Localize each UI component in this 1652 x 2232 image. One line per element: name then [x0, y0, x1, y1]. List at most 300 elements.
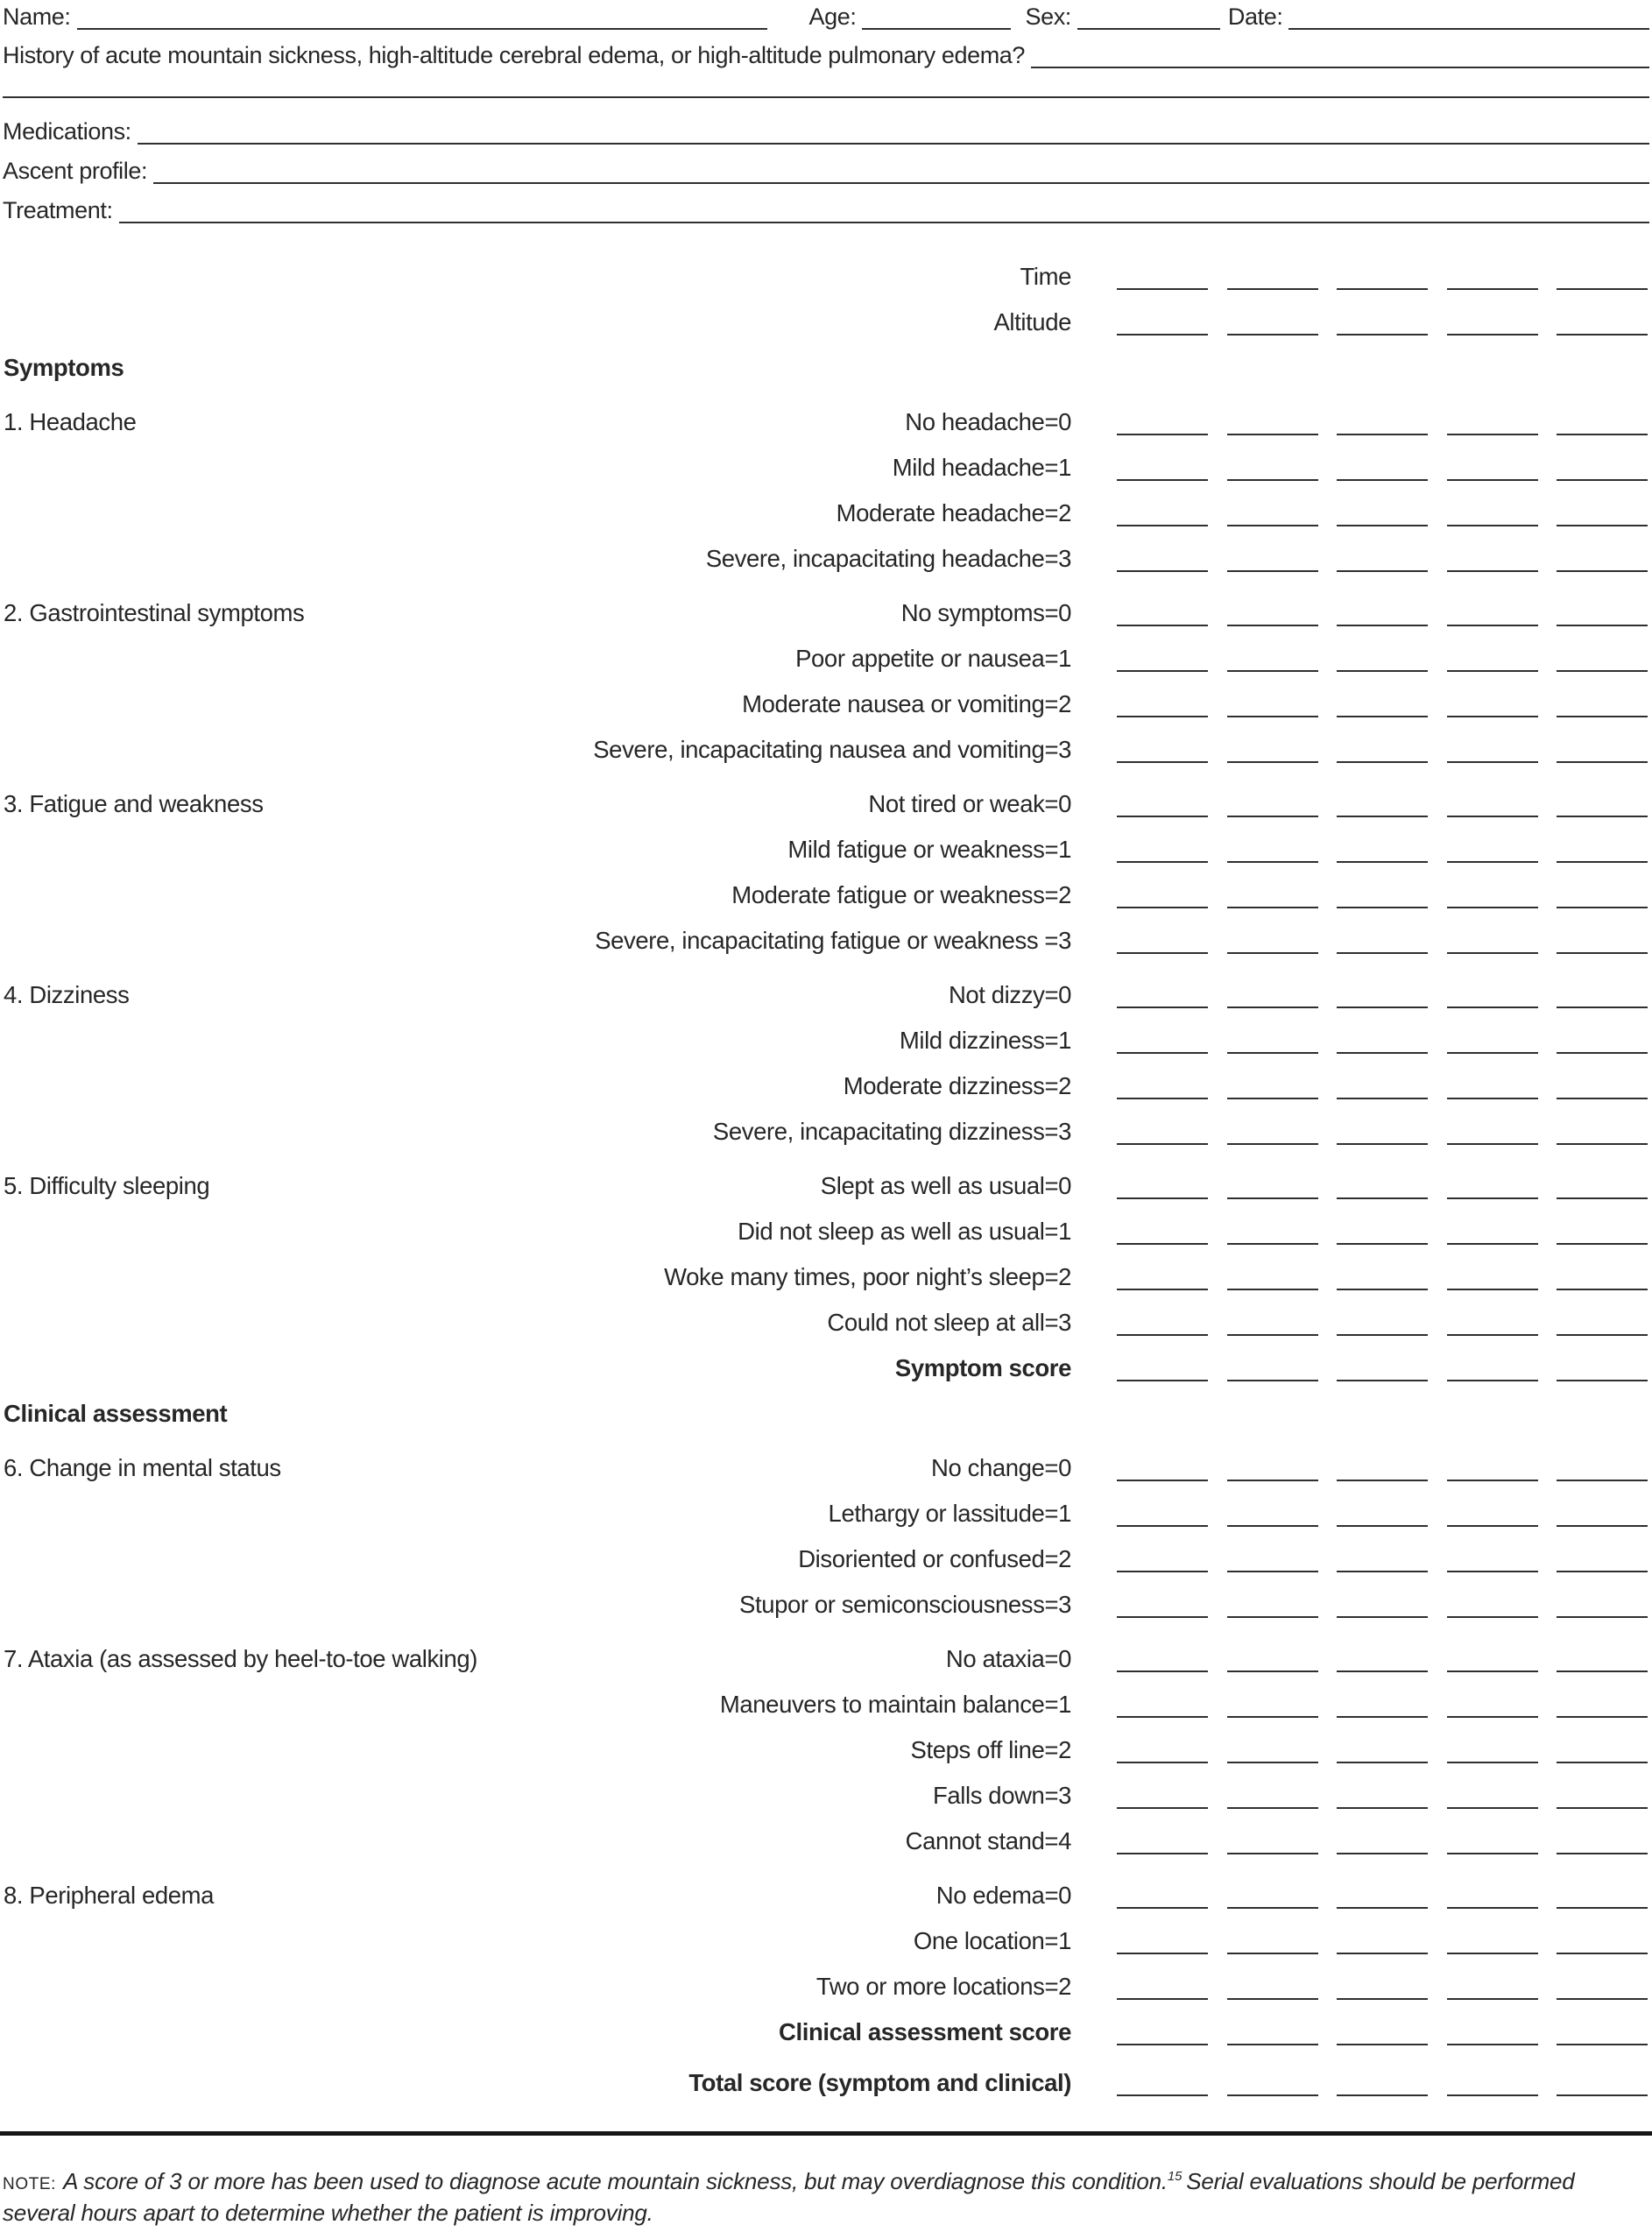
treatment-label: Treatment:	[3, 197, 113, 223]
entry-blank[interactable]	[1337, 288, 1428, 290]
entry-blank[interactable]	[1557, 1052, 1648, 1054]
option-label: Poor appetite or nausea=1	[795, 645, 1071, 672]
entry-blank[interactable]	[1117, 1525, 1208, 1527]
entry-blank[interactable]	[1227, 1998, 1318, 2000]
option-label: Mild fatigue or weakness=1	[787, 836, 1071, 863]
option-label: Steps off line=2	[910, 1736, 1071, 1763]
entry-blank[interactable]	[1117, 1334, 1208, 1336]
entry-blank[interactable]	[1117, 1616, 1208, 1618]
option-label: Mild dizziness=1	[899, 1027, 1071, 1054]
item-label: 5. Difficulty sleeping	[4, 1172, 210, 1199]
entry-blank[interactable]	[1557, 1289, 1648, 1290]
divider-rule	[0, 2131, 1652, 2136]
entry-blank[interactable]	[1557, 1098, 1648, 1099]
entry-blank[interactable]	[1227, 1807, 1318, 1809]
history-question-row	[3, 35, 1649, 74]
entry-blank[interactable]	[1227, 1052, 1318, 1054]
entry-blank[interactable]	[1117, 2044, 1208, 2045]
entry-blank[interactable]	[1227, 288, 1318, 290]
entry-blank[interactable]	[1557, 1143, 1648, 1145]
symptom-score-row	[3, 1346, 1649, 1391]
entry-blank[interactable]	[1227, 334, 1318, 336]
option-label: One location=1	[913, 1927, 1071, 1954]
entry-blank[interactable]	[1227, 907, 1318, 908]
entry-blank[interactable]	[1117, 625, 1208, 626]
entry-blank[interactable]	[1337, 1197, 1428, 1199]
entry-blank[interactable]	[1227, 2044, 1318, 2045]
entry-blank[interactable]	[1337, 525, 1428, 526]
entry-blanks	[1117, 445, 1648, 491]
entry-blank[interactable]	[1557, 1480, 1648, 1481]
clinical-assessment-section-heading	[3, 1391, 1649, 1437]
entry-blank[interactable]	[1447, 1571, 1538, 1572]
entry-blank[interactable]	[1337, 1007, 1428, 1008]
option-row	[3, 1873, 1649, 1918]
entry-blank[interactable]	[1117, 1098, 1208, 1099]
entry-blank[interactable]	[1557, 1525, 1648, 1527]
entry-blank[interactable]	[1117, 670, 1208, 672]
entry-blank[interactable]	[1337, 1334, 1428, 1336]
entry-blank[interactable]	[1557, 816, 1648, 817]
option-row	[3, 918, 1649, 964]
entry-blank[interactable]	[1227, 1853, 1318, 1854]
entry-blanks	[1117, 727, 1648, 773]
option-label: No edema=0	[935, 1882, 1071, 1909]
patient-info-header	[3, 0, 1649, 229]
section-title: Clinical assessment	[4, 1400, 228, 1427]
item-label: 8. Peripheral edema	[4, 1882, 215, 1909]
option-row	[3, 1536, 1649, 1582]
entry-blank[interactable]	[1447, 907, 1538, 908]
entry-blank[interactable]	[1557, 334, 1648, 336]
entry-blank[interactable]	[1227, 1143, 1318, 1145]
entry-blank[interactable]	[1117, 1143, 1208, 1145]
entry-blank[interactable]	[1447, 1243, 1538, 1245]
option-label: Severe, incapacitating fatigue or weakness =3	[595, 927, 1071, 954]
entry-blanks	[1117, 254, 1648, 300]
item-label: 2. Gastrointestinal symptoms	[4, 599, 305, 626]
entry-blanks	[1117, 536, 1648, 582]
entry-blank[interactable]	[1557, 907, 1648, 908]
entry-blank[interactable]	[1557, 525, 1648, 526]
entry-blank[interactable]	[1447, 761, 1538, 763]
entry-blank[interactable]	[1447, 716, 1538, 717]
entry-blank[interactable]	[1337, 1243, 1428, 1245]
entry-blank[interactable]	[1337, 2094, 1428, 2096]
entry-blanks	[1117, 1873, 1648, 1918]
entry-blank[interactable]	[1337, 1143, 1428, 1145]
entry-blank[interactable]	[1337, 2044, 1428, 2045]
entry-blank[interactable]	[1227, 861, 1318, 863]
entry-blanks	[1117, 300, 1648, 345]
entry-blank[interactable]	[1557, 861, 1648, 863]
entry-blank[interactable]	[1557, 625, 1648, 626]
option-label: Not tired or weak=0	[868, 790, 1071, 817]
entry-blanks	[1117, 827, 1648, 872]
option-row	[3, 1491, 1649, 1536]
entry-blank[interactable]	[1447, 434, 1538, 435]
entry-blank[interactable]	[1557, 2044, 1648, 2045]
option-row	[3, 1773, 1649, 1819]
entry-blank[interactable]	[1227, 1670, 1318, 1672]
entry-blanks	[1117, 1445, 1648, 1491]
entry-blank[interactable]	[1117, 1807, 1208, 1809]
note-reference: 15	[1167, 2169, 1183, 2185]
entry-blank[interactable]	[1337, 952, 1428, 954]
entry-blank[interactable]	[1447, 861, 1538, 863]
entry-blank[interactable]	[1557, 761, 1648, 763]
entry-blank[interactable]	[1447, 1953, 1538, 1954]
treatment-field-blank[interactable]	[119, 222, 1649, 223]
option-label: Disoriented or confused=2	[798, 1545, 1071, 1572]
entry-blank[interactable]	[1447, 479, 1538, 481]
entry-blank[interactable]	[1337, 434, 1428, 435]
entry-blank[interactable]	[1117, 434, 1208, 435]
option-row	[3, 1682, 1649, 1727]
entry-blank[interactable]	[1337, 1380, 1428, 1381]
entry-blank[interactable]	[1227, 1334, 1318, 1336]
entry-blank[interactable]	[1227, 1953, 1318, 1954]
entry-blank[interactable]	[1557, 288, 1648, 290]
entry-blank[interactable]	[1337, 1052, 1428, 1054]
entry-blanks	[1117, 491, 1648, 536]
entry-blank[interactable]	[1227, 761, 1318, 763]
entry-blank[interactable]	[1337, 1807, 1428, 1809]
option-label: Two or more locations=2	[815, 1973, 1071, 2000]
entry-blank[interactable]	[1117, 816, 1208, 817]
note-prefix: NOTE:	[3, 2175, 57, 2193]
entry-blank[interactable]	[1447, 1098, 1538, 1099]
entry-blank[interactable]	[1227, 1762, 1318, 1763]
item-label: 1. Headache	[4, 408, 137, 435]
entry-blank[interactable]	[1337, 716, 1428, 717]
entry-blank[interactable]	[1337, 1907, 1428, 1909]
option-row	[3, 1109, 1649, 1155]
entry-blank[interactable]	[1557, 1334, 1648, 1336]
entry-blank[interactable]	[1557, 1571, 1648, 1572]
history-field-blank-line2[interactable]	[3, 96, 1649, 98]
entry-blank[interactable]	[1337, 816, 1428, 817]
entry-blank[interactable]	[1337, 479, 1428, 481]
entry-blank[interactable]	[1117, 761, 1208, 763]
entry-blank[interactable]	[1557, 1807, 1648, 1809]
entry-blanks	[1117, 872, 1648, 918]
entry-blank[interactable]	[1557, 1953, 1648, 1954]
entry-blank[interactable]	[1117, 1380, 1208, 1381]
entry-blank[interactable]	[1227, 1480, 1318, 1481]
entry-blank[interactable]	[1117, 2094, 1208, 2096]
note-body-after: Serial evaluations should be performed several hours apart to determine whether the patient is improving.	[3, 2168, 1575, 2226]
entry-blank[interactable]	[1447, 1762, 1538, 1763]
entry-blank[interactable]	[1117, 1907, 1208, 1909]
entry-blank[interactable]	[1557, 1007, 1648, 1008]
entry-blank[interactable]	[1557, 952, 1648, 954]
time-entry-row	[3, 254, 1649, 300]
entry-blank[interactable]	[1557, 1762, 1648, 1763]
entry-blank[interactable]	[1117, 1289, 1208, 1290]
entry-blank[interactable]	[1337, 1998, 1428, 2000]
entry-blank[interactable]	[1557, 479, 1648, 481]
entry-blank[interactable]	[1557, 1998, 1648, 2000]
option-row	[3, 1727, 1649, 1773]
entry-blanks	[1117, 1300, 1648, 1346]
entry-blank[interactable]	[1117, 1007, 1208, 1008]
date-label: Date:	[1227, 4, 1283, 30]
entry-blank[interactable]	[1117, 479, 1208, 481]
entry-blank[interactable]	[1227, 1098, 1318, 1099]
entry-blank[interactable]	[1117, 1243, 1208, 1245]
entry-blank[interactable]	[1337, 1289, 1428, 1290]
entry-blank[interactable]	[1447, 288, 1538, 290]
section-title: Symptoms	[4, 354, 124, 381]
entry-blank[interactable]	[1447, 1143, 1538, 1145]
entry-blank[interactable]	[1227, 1525, 1318, 1527]
option-row	[3, 1445, 1649, 1491]
option-row	[3, 872, 1649, 918]
score-label: Symptom score	[894, 1354, 1071, 1381]
entry-blanks	[1117, 590, 1648, 636]
entry-blank[interactable]	[1227, 1716, 1318, 1718]
option-row	[3, 1819, 1649, 1864]
entry-blank[interactable]	[1117, 1052, 1208, 1054]
age-label: Age:	[808, 4, 857, 30]
entry-blank[interactable]	[1117, 1480, 1208, 1481]
entry-blank[interactable]	[1337, 1616, 1428, 1618]
option-row	[3, 1918, 1649, 1964]
option-label: Moderate fatigue or weakness=2	[731, 881, 1071, 908]
entry-blank[interactable]	[1337, 1098, 1428, 1099]
entry-blank[interactable]	[1337, 1480, 1428, 1481]
option-label: Maneuvers to maintain balance=1	[719, 1691, 1071, 1718]
entry-blank[interactable]	[1227, 1907, 1318, 1909]
treatment-row	[3, 189, 1649, 229]
name-field-blank[interactable]	[77, 28, 767, 30]
entry-blank[interactable]	[1447, 1197, 1538, 1199]
medications-field-blank[interactable]	[138, 143, 1649, 145]
entry-blanks	[1117, 1536, 1648, 1582]
sex-field-blank[interactable]	[1077, 28, 1220, 30]
entry-blank[interactable]	[1447, 1334, 1538, 1336]
option-row	[3, 590, 1649, 636]
entry-blank[interactable]	[1227, 1616, 1318, 1618]
item-label: 7. Ataxia (as assessed by heel-to-toe walking)	[4, 1645, 478, 1672]
entry-blank[interactable]	[1557, 1380, 1648, 1381]
item-label: 3. Fatigue and weakness	[4, 790, 264, 817]
entry-blank[interactable]	[1337, 625, 1428, 626]
sex-label: Sex:	[1025, 4, 1071, 30]
option-row	[3, 1582, 1649, 1628]
entry-blank[interactable]	[1447, 625, 1538, 626]
option-label: No ataxia=0	[945, 1645, 1071, 1672]
entry-blank[interactable]	[1227, 1197, 1318, 1199]
entry-blank[interactable]	[1117, 1853, 1208, 1854]
entry-blank[interactable]	[1447, 334, 1538, 336]
entry-blank[interactable]	[1227, 1380, 1318, 1381]
entry-blank[interactable]	[1447, 816, 1538, 817]
entry-blank[interactable]	[1337, 1525, 1428, 1527]
entry-blanks	[1117, 1636, 1648, 1682]
entry-blank[interactable]	[1117, 861, 1208, 863]
entry-blank[interactable]	[1117, 1571, 1208, 1572]
entry-blank[interactable]	[1557, 570, 1648, 572]
entry-blanks	[1117, 1254, 1648, 1300]
entry-blank[interactable]	[1447, 525, 1538, 526]
entry-blank[interactable]	[1227, 716, 1318, 717]
option-label: Did not sleep as well as usual=1	[738, 1218, 1071, 1245]
entry-blank[interactable]	[1227, 1289, 1318, 1290]
option-label: Woke many times, poor night’s sleep=2	[664, 1263, 1071, 1290]
entry-blank[interactable]	[1557, 1853, 1648, 1854]
entry-blank[interactable]	[1227, 952, 1318, 954]
option-row	[3, 1636, 1649, 1682]
option-row	[3, 1254, 1649, 1300]
option-row	[3, 399, 1649, 445]
entry-blank[interactable]	[1447, 1998, 1538, 2000]
score-label: Clinical assessment score	[779, 2018, 1071, 2045]
entry-blanks	[1117, 1346, 1648, 1391]
entry-blank[interactable]	[1557, 434, 1648, 435]
age-field-blank[interactable]	[862, 28, 1011, 30]
entry-blanks	[1117, 1773, 1648, 1819]
entry-blank[interactable]	[1557, 1243, 1648, 1245]
entry-blank[interactable]	[1117, 1670, 1208, 1672]
entry-blank[interactable]	[1227, 525, 1318, 526]
option-row	[3, 491, 1649, 536]
entry-blank[interactable]	[1117, 716, 1208, 717]
entry-blank[interactable]	[1447, 570, 1538, 572]
ascent-profile-field-blank[interactable]	[153, 182, 1649, 184]
entry-blank[interactable]	[1447, 670, 1538, 672]
entry-blank[interactable]	[1117, 1953, 1208, 1954]
footnote-block	[0, 2131, 1652, 2228]
entry-blank[interactable]	[1447, 1853, 1538, 1854]
entry-blank[interactable]	[1447, 2094, 1538, 2096]
ascent-profile-label: Ascent profile:	[3, 158, 148, 184]
name-label: Name:	[3, 4, 71, 30]
entry-blank[interactable]	[1337, 761, 1428, 763]
entry-blank[interactable]	[1117, 1197, 1208, 1199]
option-label: Moderate dizziness=2	[843, 1072, 1071, 1099]
history-field-blank[interactable]	[1031, 67, 1649, 68]
entry-blank[interactable]	[1337, 1716, 1428, 1718]
entry-blank[interactable]	[1117, 952, 1208, 954]
entry-blank[interactable]	[1447, 1716, 1538, 1718]
history-question-label: History of acute mountain sickness, high-altitude cerebral edema, or high-altitude pulmonary edema?	[3, 42, 1026, 68]
entry-blank[interactable]	[1557, 1197, 1648, 1199]
entry-blank[interactable]	[1337, 1670, 1428, 1672]
entry-blank[interactable]	[1447, 952, 1538, 954]
item-label: 6. Change in mental status	[4, 1454, 281, 1481]
item-label: 4. Dizziness	[4, 981, 130, 1008]
entry-blank[interactable]	[1227, 2094, 1318, 2096]
entry-blanks	[1117, 1163, 1648, 1209]
entry-blank[interactable]	[1117, 334, 1208, 336]
option-row	[3, 1964, 1649, 2010]
entry-blank[interactable]	[1337, 1762, 1428, 1763]
entry-blank[interactable]	[1227, 625, 1318, 626]
entry-blank[interactable]	[1227, 1243, 1318, 1245]
entry-blank[interactable]	[1447, 1807, 1538, 1809]
entry-blank[interactable]	[1447, 1670, 1538, 1672]
entry-blank[interactable]	[1447, 1380, 1538, 1381]
entry-blank[interactable]	[1117, 288, 1208, 290]
entry-blank[interactable]	[1557, 1716, 1648, 1718]
entry-blank[interactable]	[1447, 1907, 1538, 1909]
total-score-row	[3, 2060, 1649, 2106]
entry-blank[interactable]	[1227, 1571, 1318, 1572]
entry-blank[interactable]	[1447, 1007, 1538, 1008]
option-label: Cannot stand=4	[905, 1827, 1071, 1854]
entry-blank[interactable]	[1117, 1716, 1208, 1718]
entry-blank[interactable]	[1337, 1953, 1428, 1954]
entry-blanks	[1117, 1964, 1648, 2010]
entry-blank[interactable]	[1117, 525, 1208, 526]
entry-blank[interactable]	[1227, 479, 1318, 481]
option-label: No headache=0	[905, 408, 1071, 435]
entry-blank[interactable]	[1557, 670, 1648, 672]
entry-blank[interactable]	[1117, 1762, 1208, 1763]
entry-blank[interactable]	[1227, 816, 1318, 817]
entry-blank[interactable]	[1447, 2044, 1538, 2045]
entry-blank[interactable]	[1337, 1853, 1428, 1854]
option-label: Severe, incapacitating dizziness=3	[712, 1118, 1071, 1145]
entry-blanks	[1117, 1109, 1648, 1155]
entry-blank[interactable]	[1447, 1616, 1538, 1618]
scoring-grid	[3, 254, 1649, 2106]
entry-blank[interactable]	[1557, 1670, 1648, 1672]
option-row	[3, 827, 1649, 872]
entry-blank[interactable]	[1447, 1480, 1538, 1481]
entry-blanks	[1117, 1018, 1648, 1063]
entry-blank[interactable]	[1557, 1907, 1648, 1909]
entry-blank[interactable]	[1227, 670, 1318, 672]
entry-blank[interactable]	[1227, 1007, 1318, 1008]
option-label: No change=0	[931, 1454, 1071, 1481]
entry-blank[interactable]	[1447, 1525, 1538, 1527]
entry-blank[interactable]	[1337, 861, 1428, 863]
entry-blank[interactable]	[1227, 434, 1318, 435]
entry-blanks	[1117, 1682, 1648, 1727]
entry-blanks	[1117, 1727, 1648, 1773]
entry-blank[interactable]	[1117, 570, 1208, 572]
entry-blank[interactable]	[1117, 1998, 1208, 2000]
entry-blank[interactable]	[1337, 570, 1428, 572]
entry-blank[interactable]	[1337, 670, 1428, 672]
clinical-assessment-score-row	[3, 2010, 1649, 2055]
entry-blank[interactable]	[1447, 1289, 1538, 1290]
entry-blank[interactable]	[1117, 907, 1208, 908]
entry-blank[interactable]	[1557, 2094, 1648, 2096]
footnote-text	[0, 2167, 1652, 2228]
entry-blank[interactable]	[1227, 570, 1318, 572]
entry-blank[interactable]	[1337, 907, 1428, 908]
option-row	[3, 1300, 1649, 1346]
time-label: Time	[1020, 263, 1071, 290]
altitude-label: Altitude	[993, 308, 1071, 336]
entry-blank[interactable]	[1337, 1571, 1428, 1572]
date-field-blank[interactable]	[1288, 28, 1649, 30]
entry-blanks	[1117, 1819, 1648, 1864]
entry-blank[interactable]	[1557, 1616, 1648, 1618]
option-row	[3, 727, 1649, 773]
entry-blanks	[1117, 1063, 1648, 1109]
option-row	[3, 1209, 1649, 1254]
entry-blank[interactable]	[1337, 334, 1428, 336]
entry-blanks	[1117, 1582, 1648, 1628]
entry-blank[interactable]	[1557, 716, 1648, 717]
option-label: Severe, incapacitating nausea and vomiting=3	[593, 736, 1071, 763]
entry-blank[interactable]	[1447, 1052, 1538, 1054]
